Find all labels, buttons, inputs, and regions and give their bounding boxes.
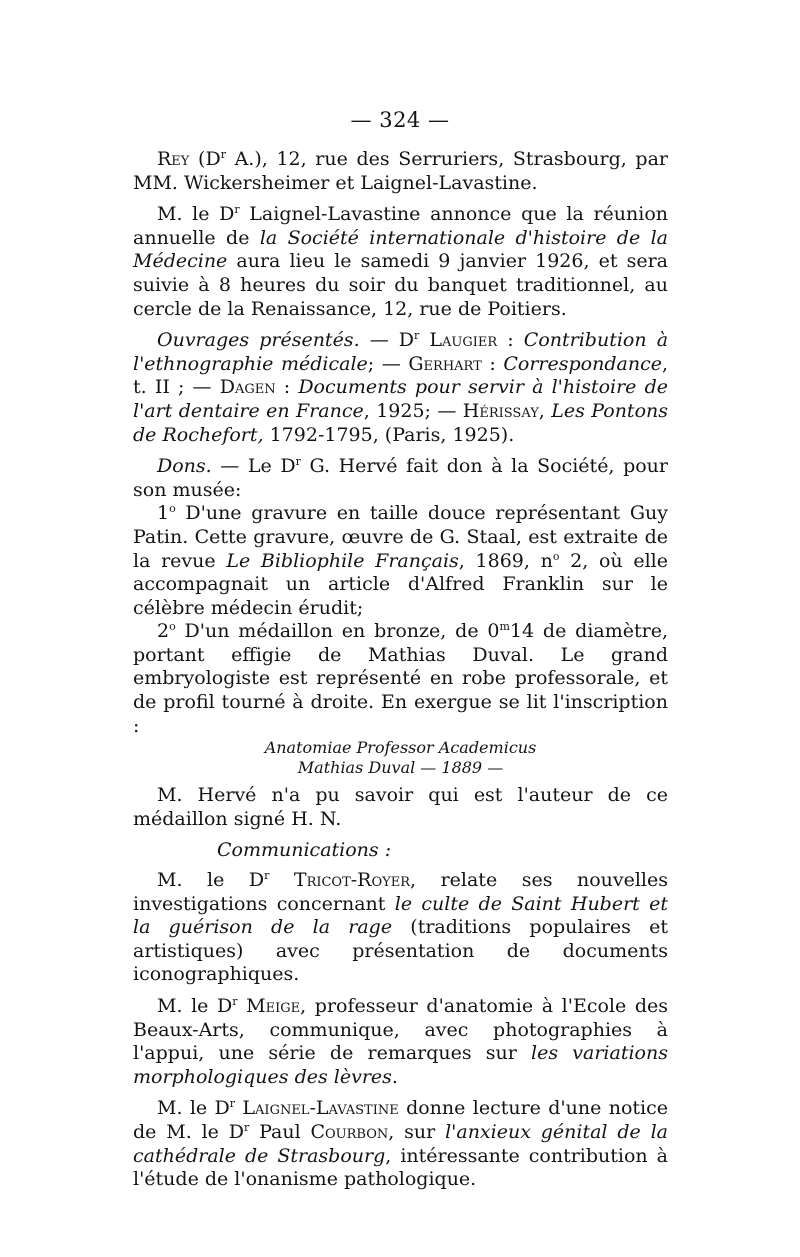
paragraph-laignel-lavastine: M. le $D^r$ Laignel-Lavastine donne lecture d'une notice de M. le $D^r$ Paul Courbon, sur l'anxieux génital de la cathédrale de Strasbourg, intéressante contribution à l'étude de l'onanisme pathologique. [133, 1097, 669, 1191]
name-tricot-royer: Tricot-Royer [293, 869, 411, 892]
paragraph-dons: Dons. — Le $D^r$ G. Hervé fait don à la Société, pour son musée: [133, 455, 668, 501]
work-herissay: Les Pontons de Rochefort, [133, 399, 668, 446]
section-label-ouvrages: Ouvrages présentés. [157, 329, 360, 352]
author-herissay: Hérissay [462, 399, 539, 422]
paragraph-rey: Rey ($D^r$ A.), 12, rue des Serruriers, Strasbourg, par MM. Wickersheimer et Laignel-Lavastine. [133, 148, 669, 194]
paragraph-auteur: M. Hervé n'a pu savoir qui est l'auteur de ce médaillon signé H. N. [133, 784, 668, 830]
name-rey: Rey [157, 148, 190, 170]
subject-anxieux: l'anxieux génital de la cathédrale de Strasbourg [133, 1120, 668, 1167]
author-dagen: Dagen [219, 376, 276, 399]
paragraph-tricot-royer: M. le $D^r$ Tricot-Royer, relate ses nouvelles investigations concernant le culte de Saint Hubert et la guérison de la rage (traditions populaires et artistiques) avec présentation de documents iconographiques. [133, 869, 668, 986]
page-number: — 324 — [350, 108, 450, 132]
subject-levres: les variations morphologiques des lèvres [133, 1042, 668, 1088]
communications-heading: Communications : [217, 839, 392, 862]
paragraph-ouvrages: Ouvrages présentés. — $D^r$ Laugier : Contribution à l'ethnographie médicale; — Gerhart : Correspondance, t. II ; — Dagen : Documents pour servir à l'histoire de l'art dentaire en France, 1925; — Hérissay, Les Pontons de Rochefort, 1792-1795, (Paris, 1925). [133, 329, 669, 446]
journal-title: Le Bibliophile Français [226, 549, 459, 572]
subject-saint-hubert: le culte de Saint Hubert et la guérison de la rage [133, 892, 668, 939]
paragraph-meige: M. le $D^r$ Meige, professeur d'anatomie à l'Ecole des Beaux-Arts, communique, avec photographies à l'appui, une série de remarques sur les variations morphologiques des lèvres. [133, 995, 668, 1088]
paragraph-annonce: M. le $D^r$ Laignel-Lavastine annonce que la réunion annuelle de la Société internationale d'histoire de la Médecine aura lieu le samedi 9 janvier 1926, et sera suivie à 8 heures du soir du banquet traditionnel, au cercle de la Renaissance, 12, rue de Poitiers. [133, 203, 668, 320]
paragraph-medaillon: 2$^o$ D'un médaillon en bronze, de 0$^m$14 de diamètre, portant effigie de Mathias Duval. Le grand embryologiste est représenté en robe professorale, et de profil tourné à droite. En exergue se lit l'inscription : [133, 620, 668, 737]
work-laugier: Contribution à l'ethnographie médicale [133, 329, 669, 375]
inscription-line-2: Mathias Duval — 1889 — [297, 758, 504, 778]
paragraph-gravure: 1$^o$ D'une gravure en taille douce représentant Guy Patin. Cette gravure, œuvre de G. Staal, est extraite de la revue Le Bibliophile Français, 1869, $n^o$ 2, où elle accompagnait un article d'Alfred Franklin sur le célèbre médecin érudit; [133, 502, 668, 619]
body-text [133, 148, 668, 1200]
name-meige: Meige [246, 995, 301, 1017]
inscription-line-1: Anatomiae Professor Academicus [264, 738, 537, 758]
name-laignel-lavastine: Laignel-Lavastine [242, 1097, 399, 1120]
section-label-dons: Dons. [157, 455, 212, 478]
work-dagen: Documents pour servir à l'histoire de l'art dentaire en France [133, 376, 668, 422]
work-gerhart: Correspondance [503, 352, 662, 375]
author-laugier: Laugier [429, 329, 498, 352]
name-courbon: Courbon [310, 1120, 389, 1143]
author-gerhart: Gerhart [408, 352, 482, 375]
society-name: la Société internationale d'histoire de la Médecine [133, 226, 668, 273]
